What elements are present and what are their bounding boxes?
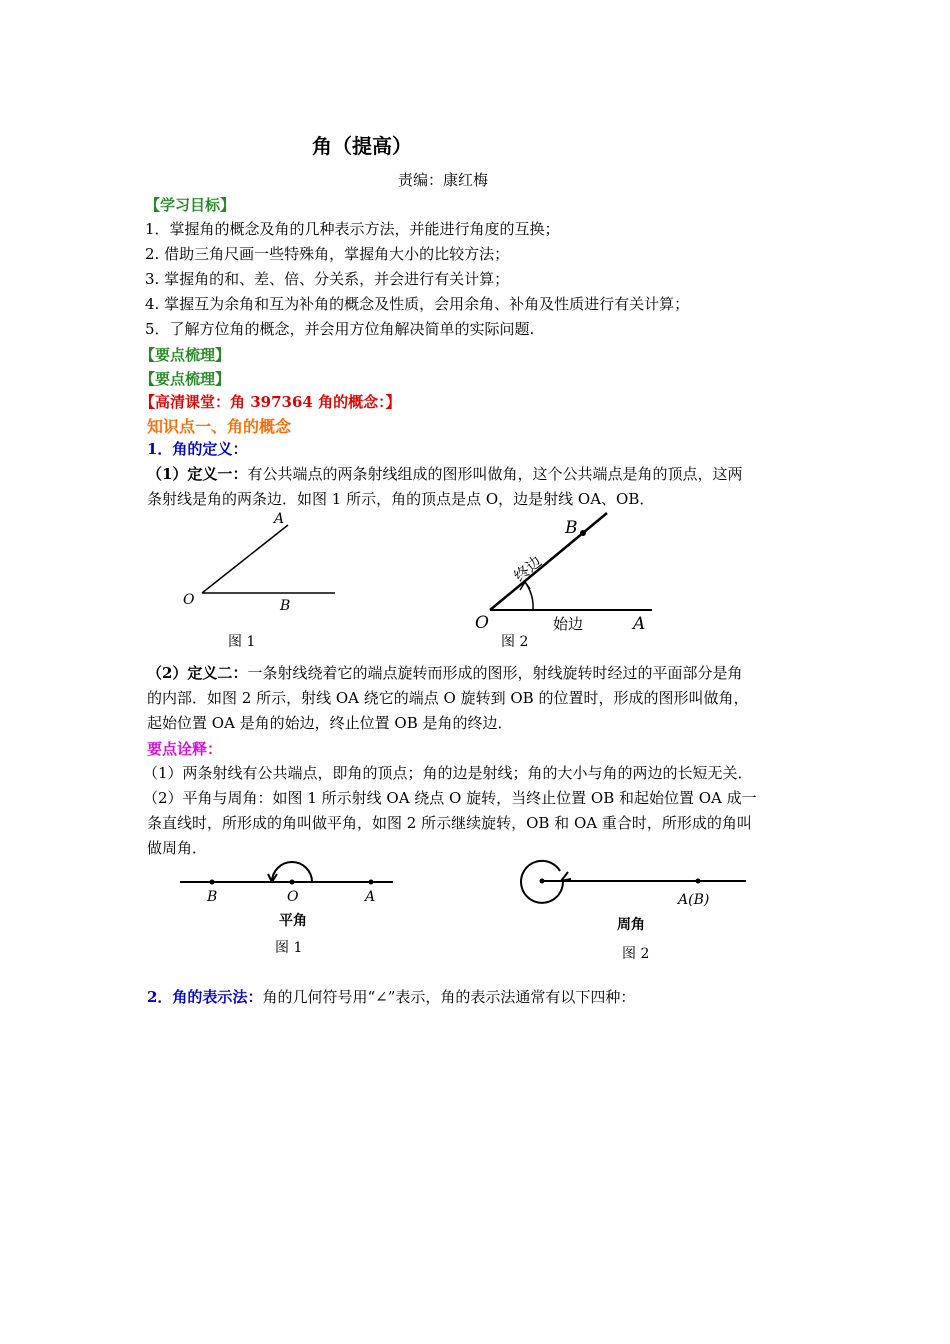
- label-a: A: [274, 511, 285, 527]
- goal-item: 1．掌握角的概念及角的几种表示方法，并能进行角度的互换；: [145, 220, 560, 238]
- point-a: [369, 880, 374, 885]
- label-a: A: [365, 889, 376, 905]
- figure-name: 平角: [279, 913, 307, 929]
- definition-1-line: [147, 464, 742, 484]
- point-b: [210, 880, 215, 885]
- points-heading: 【要点梳理】: [140, 346, 231, 364]
- note-line: 条直线时，所形成的角叫做平角，如图 2 所示继续旋转，OB 和 OA 重合时，所形成的角叫: [147, 814, 752, 832]
- item-heading: 2．角的表示法：: [147, 988, 263, 1006]
- label-o: O: [475, 613, 489, 633]
- figure-name: 周角: [617, 917, 645, 933]
- item-2-line: [147, 987, 635, 1007]
- knowledge-point-heading: 知识点一、角的概念: [147, 417, 292, 436]
- note-line: 做周角．: [147, 839, 208, 857]
- note-line: （2）平角与周角：如图 1 所示射线 OA 绕点 O 旋转，当终止位置 OB 和起始位置 OA 成一: [143, 789, 757, 807]
- label-b: B: [565, 518, 578, 538]
- point-o: [290, 880, 295, 885]
- rotation-arc: [525, 582, 533, 610]
- points-heading: 【要点梳理】: [140, 370, 231, 388]
- item-heading: 1．角的定义：: [147, 440, 248, 458]
- figure-caption: 图 2: [501, 634, 529, 650]
- definition-1-line: 条射线是角的两条边．如图 1 所示，角的顶点是点 O，边是射线 OA、OB．: [147, 490, 655, 508]
- goal-item: 5．了解方位角的概念，并会用方位角解决简单的实际问题.: [145, 320, 535, 338]
- figure-caption: 图 1: [275, 940, 303, 956]
- label-o: O: [287, 889, 299, 905]
- notes-heading: 要点诠释：: [147, 740, 223, 758]
- goals-heading: 【学习目标】: [145, 196, 236, 214]
- figure-angle-aob: [170, 508, 350, 653]
- goal-item: 2. 借助三角尺画一些特殊角，掌握角大小的比较方法；: [145, 245, 510, 263]
- figure-caption: 图 1: [228, 634, 256, 650]
- hd-class-note: 【高清课堂：角 397364 角的概念：】: [140, 393, 401, 411]
- definition-2-line: 起始位置 OA 是角的始边，终止位置 OB 是角的终边．: [147, 714, 513, 732]
- point-o: [540, 879, 545, 884]
- label-b: B: [280, 598, 291, 614]
- definition-2-text: 一条射线绕着它的端点旋转而形成的图形，射线旋转时经过的平面部分是角: [247, 664, 743, 682]
- editor-line: 责编：康红梅: [398, 171, 489, 189]
- rotation-arc: [272, 862, 312, 882]
- definition-2-label: （2）定义二：: [147, 664, 248, 682]
- label-terminal-side: 终边: [510, 552, 546, 586]
- label-a: A: [633, 614, 646, 634]
- definition-2-line: 的内部．如图 2 所示，射线 OA 绕它的端点 O 旋转到 OB 的位置时，形成的图形叫做角，: [147, 689, 749, 707]
- note-line: （1）两条射线有公共端点，即角的顶点；角的边是射线；角的大小与角的两边的长短无关．: [143, 764, 753, 782]
- arrow-icon: [561, 872, 571, 881]
- definition-1-label: （1）定义一：: [147, 465, 248, 483]
- definition-1-text: 有公共端点的两条射线组成的图形叫做角，这个公共端点是角的顶点，这两: [247, 465, 743, 483]
- goal-item: 4. 掌握互为余角和互为补角的概念及性质，会用余角、补角及性质进行有关计算；: [145, 295, 690, 313]
- page-title: 角（提高）: [312, 134, 412, 158]
- label-a-b: A(B): [678, 892, 710, 908]
- item-2-text: 角的几何符号用“∠”表示，角的表示法通常有以下四种：: [262, 988, 636, 1006]
- label-o: O: [183, 592, 195, 608]
- definition-2-line: [147, 663, 742, 683]
- figure-full-angle: [520, 855, 755, 970]
- point-b: [580, 530, 586, 536]
- figure-straight-angle: [175, 855, 405, 965]
- point-ab: [696, 879, 701, 884]
- goal-item: 3. 掌握角的和、差、倍、分关系，并会进行有关计算；: [145, 270, 510, 288]
- label-initial-side: 始边: [553, 615, 584, 633]
- label-b: B: [207, 889, 218, 905]
- ray-oa: [202, 525, 288, 593]
- figure-rotating-ray: [465, 508, 665, 653]
- terminal-side: [490, 513, 607, 610]
- figure-caption: 图 2: [622, 946, 650, 962]
